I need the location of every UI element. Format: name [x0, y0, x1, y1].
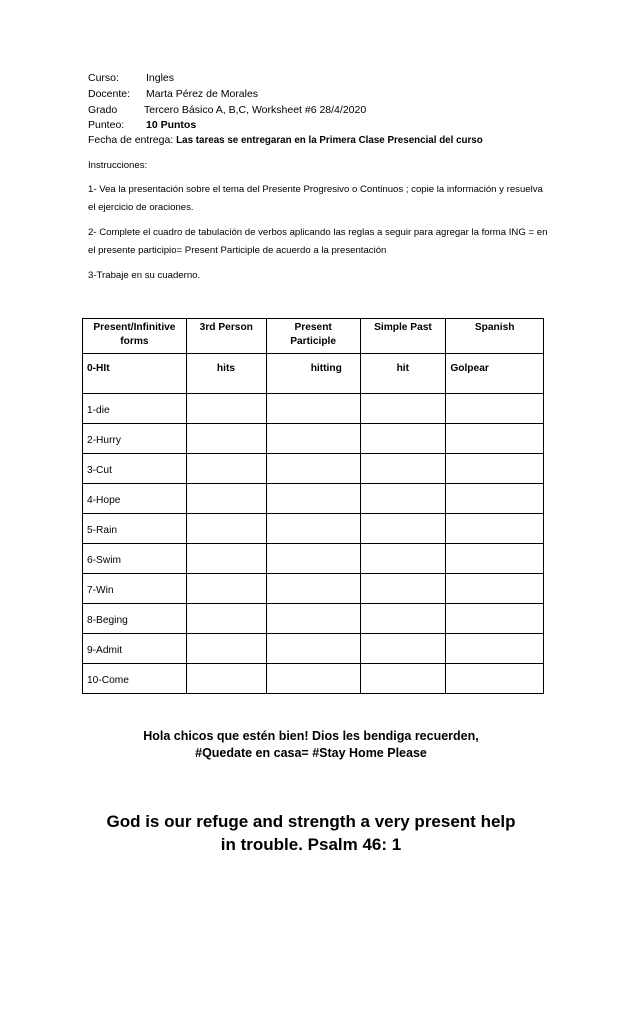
answer-cell[interactable]: [266, 454, 360, 484]
table-row: [83, 424, 544, 454]
docente-value: Marta Pérez de Morales: [146, 88, 259, 100]
verb-cell: 8-Beging: [83, 604, 187, 634]
table-row: [83, 394, 544, 424]
docente-line: [88, 88, 258, 101]
answer-cell[interactable]: [186, 394, 266, 424]
punteo-value: 10 Puntos: [146, 119, 197, 131]
fecha-label: Fecha de entrega:: [88, 134, 174, 146]
answer-cell[interactable]: [266, 424, 360, 454]
col-header-present-participle: Present Participle: [266, 319, 360, 354]
answer-cell[interactable]: [360, 424, 446, 454]
answer-cell[interactable]: [186, 454, 266, 484]
col-header-third-person: 3rd Person: [186, 319, 266, 354]
table-row: [83, 574, 544, 604]
answer-cell[interactable]: [186, 604, 266, 634]
answer-cell[interactable]: [446, 604, 544, 634]
verb-cell: 2-Hurry: [83, 424, 187, 454]
col-header-simple-past: Simple Past: [360, 319, 446, 354]
answer-cell[interactable]: [360, 394, 446, 424]
verb-cell: 4-Hope: [83, 484, 187, 514]
verb-cell: 3-Cut: [83, 454, 187, 484]
answer-cell[interactable]: [186, 544, 266, 574]
curso-line: [88, 72, 174, 85]
answer-cell[interactable]: [186, 514, 266, 544]
answer-cell[interactable]: [360, 484, 446, 514]
answer-cell[interactable]: [266, 664, 360, 694]
example-infinitive: 0-HIt: [83, 354, 187, 394]
verb-cell: 5-Rain: [83, 514, 187, 544]
answer-cell[interactable]: [360, 454, 446, 484]
grado-label: Grado: [88, 104, 118, 116]
answer-cell[interactable]: [186, 484, 266, 514]
answer-cell[interactable]: [446, 544, 544, 574]
example-simple-past: hit: [360, 354, 446, 394]
answer-cell[interactable]: [360, 664, 446, 694]
answer-cell[interactable]: [186, 664, 266, 694]
punteo-line: [88, 119, 196, 132]
answer-cell[interactable]: [446, 664, 544, 694]
col-header-spanish: Spanish: [446, 319, 544, 354]
verb-cell: 9-Admit: [83, 634, 187, 664]
answer-cell[interactable]: [360, 634, 446, 664]
table-row: [83, 454, 544, 484]
instructions-title: Instrucciones:: [88, 160, 148, 171]
answer-cell[interactable]: [186, 424, 266, 454]
grado-line: [88, 104, 366, 117]
example-present-participle: hitting: [266, 354, 360, 394]
answer-cell[interactable]: [360, 574, 446, 604]
verb-cell: 1-die: [83, 394, 187, 424]
table-row: [83, 514, 544, 544]
table-row: [83, 604, 544, 634]
col-header-infinitive: Present/Infinitive forms: [83, 319, 187, 354]
instruction-3: 3-Trabaje en su cuaderno.: [88, 270, 201, 281]
answer-cell[interactable]: [446, 574, 544, 604]
example-spanish: Golpear: [446, 354, 544, 394]
punteo-label: Punteo:: [88, 119, 125, 131]
example-row: [83, 354, 544, 394]
answer-cell[interactable]: [266, 574, 360, 604]
answer-cell[interactable]: [266, 604, 360, 634]
docente-label: Docente:: [88, 88, 131, 100]
table-row: [83, 634, 544, 664]
answer-cell[interactable]: [446, 634, 544, 664]
answer-cell[interactable]: [186, 634, 266, 664]
answer-cell[interactable]: [446, 424, 544, 454]
answer-cell[interactable]: [266, 394, 360, 424]
table-row: [83, 484, 544, 514]
answer-cell[interactable]: [446, 394, 544, 424]
curso-value: Ingles: [146, 72, 175, 84]
answer-cell[interactable]: [446, 454, 544, 484]
instruction-1: 1- Vea la presentación sobre el tema del Presente Progresivo o Continuos ; copie la información y resuelva el ejercicio de oraciones.: [88, 184, 543, 213]
answer-cell[interactable]: [266, 484, 360, 514]
stay-home-line: #Quedate en casa= #Stay Home Please: [195, 746, 427, 760]
example-third-person: hits: [186, 354, 266, 394]
answer-cell[interactable]: [360, 514, 446, 544]
table-header-row: [83, 319, 544, 354]
answer-cell[interactable]: [266, 544, 360, 574]
answer-cell[interactable]: [360, 544, 446, 574]
verse-line-2: in trouble. Psalm 46: 1: [220, 835, 402, 854]
answer-cell[interactable]: [360, 604, 446, 634]
answer-cell[interactable]: [266, 514, 360, 544]
verb-table: [82, 318, 544, 694]
table-row: [83, 544, 544, 574]
table-row: [83, 664, 544, 694]
answer-cell[interactable]: [446, 514, 544, 544]
verb-cell: 10-Come: [83, 664, 187, 694]
answer-cell[interactable]: [186, 574, 266, 604]
grado-value: Tercero Básico A, B,C, Worksheet #6 28/4/2020: [144, 104, 367, 116]
answer-cell[interactable]: [266, 634, 360, 664]
verb-cell: 7-Win: [83, 574, 187, 604]
verse-line-1: God is our refuge and strength a very present help: [106, 812, 516, 831]
instruction-2: 2- Complete el cuadro de tabulación de verbos aplicando las reglas a seguir para agregar la forma ING = en el presente participio= Present Participle de acuerdo a la presentación: [88, 227, 548, 256]
fecha-value: Las tareas se entregaran en la Primera Clase Presencial del curso: [176, 135, 483, 146]
curso-label: Curso:: [88, 72, 119, 84]
verb-cell: 6-Swim: [83, 544, 187, 574]
greeting-line: Hola chicos que estén bien! Dios les bendiga recuerden,: [143, 729, 479, 743]
answer-cell[interactable]: [446, 484, 544, 514]
fecha-line: [88, 134, 483, 147]
